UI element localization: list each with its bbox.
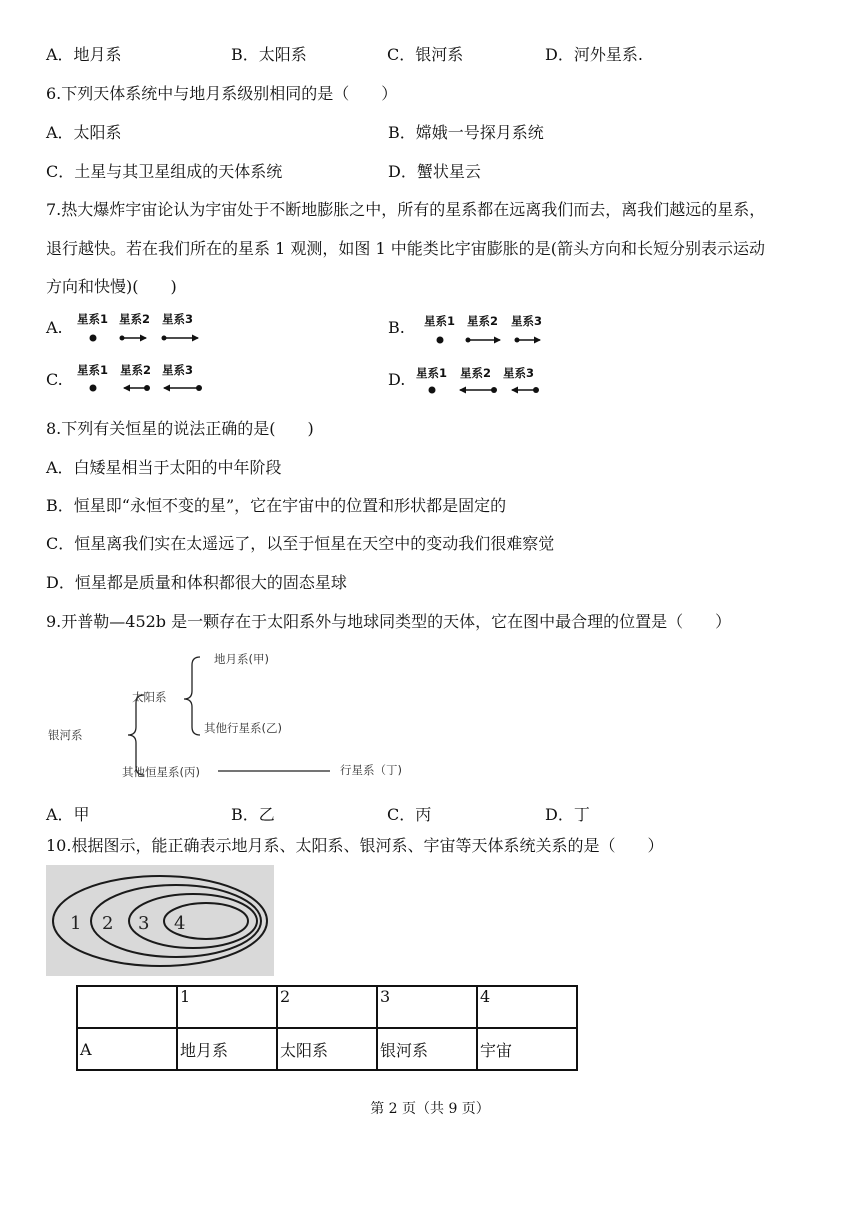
q7d-galaxy1-label: 星系1 <box>416 366 448 380</box>
q10-stem: 10.根据图示，能正确表示地月系、太阳系、银河系、宇宙等天体系统关系的是（ ） <box>46 836 664 855</box>
q8-option-d: D．恒星都是质量和体积都很大的固态星球 <box>46 573 347 592</box>
q7d-galaxy2-label: 星系2 <box>460 366 492 380</box>
q9-option-b: B．乙 <box>231 805 275 824</box>
q7-option-a-letter: A. <box>46 318 63 337</box>
q7-stem-line1: 7.热大爆炸宇宙论认为宇宙处于不断地膨胀之中，所有的星系都在远离我们而去，离我们越远的星系， <box>46 200 766 219</box>
q7c-galaxy2-dot <box>144 385 150 391</box>
q7c-galaxy3-dot <box>196 385 202 391</box>
q9-option-a: A．甲 <box>46 805 90 824</box>
other-stellar-label: 其他恒星系(丙) <box>122 765 200 779</box>
planetary-label: 行星系（丁) <box>340 763 402 777</box>
milky-way-label: 银河系 <box>48 728 83 742</box>
q7a-galaxy2-label: 星系2 <box>119 312 151 326</box>
table-cell: A <box>77 1028 177 1070</box>
q7b-galaxy3-label: 星系3 <box>511 314 543 328</box>
q6-stem: 6.下列天体系统中与地月系级别相同的是（ ） <box>46 84 398 103</box>
table-cell: 太阳系 <box>277 1028 377 1070</box>
q7d-galaxy3-dot <box>533 387 539 393</box>
table-cell: 宇宙 <box>477 1028 577 1070</box>
solar-system-label: 太阳系 <box>132 690 167 704</box>
page-footer: 第 2 页（共 9 页） <box>370 1101 490 1117</box>
q7a-galaxy1-label: 星系1 <box>77 312 109 326</box>
q7c-galaxy1-label: 星系1 <box>77 363 109 377</box>
q8-option-c: C．恒星离我们实在太遥远了，以至于恒星在天空中的变动我们很难察觉 <box>46 534 555 553</box>
q6-option-d: D．蟹状星云 <box>388 162 481 181</box>
q7c-galaxy1-dot <box>90 385 97 392</box>
table-header-cell: 2 <box>277 986 377 1028</box>
milky-way-brace <box>128 695 144 775</box>
table-header-cell: 3 <box>377 986 477 1028</box>
q9-option-c: C．丙 <box>387 805 432 824</box>
q5-option-c: C．银河系 <box>387 45 464 64</box>
q9-celestial-hierarchy-diagram <box>40 645 440 790</box>
table-header-cell: 4 <box>477 986 577 1028</box>
q7a-galaxy3-label: 星系3 <box>162 312 194 326</box>
q7c-marks <box>90 385 203 392</box>
q7d-galaxy1-dot <box>429 387 436 394</box>
q7b-galaxy2-label: 星系2 <box>467 314 499 328</box>
q7d-marks <box>429 387 540 394</box>
q6-option-a: A．太阳系 <box>46 123 122 142</box>
q8-option-b: B．恒星即“永恒不变的星”，它在宇宙中的位置和形状都是固定的 <box>46 496 507 515</box>
q7d-galaxy3-label: 星系3 <box>503 366 535 380</box>
q6-option-c: C．土星与其卫星组成的天体系统 <box>46 162 283 181</box>
q7a-galaxy1-dot <box>90 335 97 342</box>
ellipse-label-2: 2 <box>102 913 114 934</box>
q9-stem: 9.开普勒—452b 是一颗存在于太阳系外与地球同类型的天体，它在图中最合理的位置是（ ） <box>46 612 732 631</box>
other-planetary-label: 其他行星系(乙) <box>204 721 282 735</box>
table-header-row <box>77 986 577 1028</box>
q6-option-b: B．嫦娥一号探月系统 <box>388 123 544 142</box>
q7-stem-line3: 方向和快慢)( ) <box>46 277 177 296</box>
table-header-cell <box>77 986 177 1028</box>
table-header-cell: 1 <box>177 986 277 1028</box>
q7-option-b-letter: B. <box>388 318 405 337</box>
q7d-galaxy2-dot <box>491 387 497 393</box>
q5-option-a: A．地月系 <box>46 45 122 64</box>
q8-option-a: A．白矮星相当于太阳的中年阶段 <box>46 458 282 477</box>
q10-nested-ellipses-image <box>46 865 274 976</box>
q8-stem: 8.下列有关恒星的说法正确的是( ) <box>46 419 314 438</box>
table-cell: 银河系 <box>377 1028 477 1070</box>
solar-system-brace <box>184 657 200 735</box>
q5-option-d: D．河外星系. <box>545 45 643 64</box>
ellipse-label-1: 1 <box>70 913 82 934</box>
q7-galaxy-diagrams <box>0 0 860 420</box>
table-row <box>77 1028 577 1070</box>
q9-option-d: D．丁 <box>545 805 590 824</box>
table-cell: 地月系 <box>177 1028 277 1070</box>
q7c-galaxy2-label: 星系2 <box>120 363 152 377</box>
q10-answer-table <box>76 985 578 1071</box>
q7b-galaxy1-label: 星系1 <box>424 314 456 328</box>
ellipse-label-3: 3 <box>138 913 150 934</box>
ellipse-label-4: 4 <box>174 913 186 934</box>
earth-moon-label: 地月系(甲) <box>214 652 269 666</box>
q7c-galaxy3-label: 星系3 <box>162 363 194 377</box>
q5-option-b: B．太阳系 <box>231 45 307 64</box>
q7b-galaxy1-dot <box>437 337 444 344</box>
q7a-marks <box>90 335 199 342</box>
q7b-marks <box>437 337 541 344</box>
q7-stem-line2: 退行越快。若在我们所在的星系 1 观测，如图 1 中能类比宇宙膨胀的是(箭头方向和长短分别表示运动 <box>46 239 765 258</box>
q7-option-c-letter: C. <box>46 370 63 389</box>
q7-option-d-letter: D. <box>388 370 406 389</box>
